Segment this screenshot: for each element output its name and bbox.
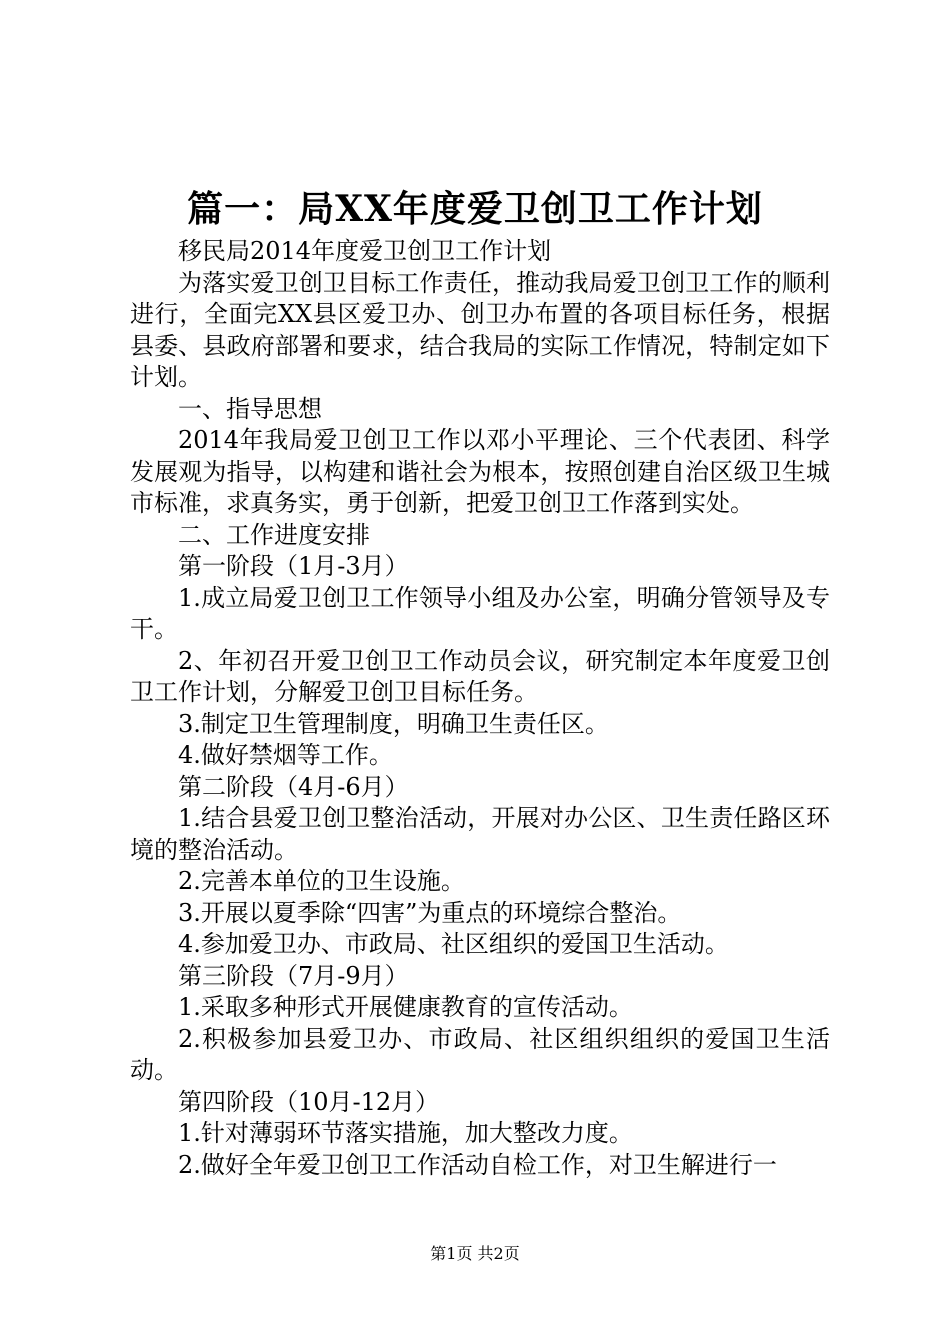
list-item: 2.完善本单位的卫生设施。	[178, 867, 465, 895]
section-heading: 二、工作进度安排	[178, 520, 370, 549]
list-item: 4.做好禁烟等工作。	[178, 741, 393, 769]
stage-heading: 第四阶段（10月-12月）	[178, 1087, 440, 1116]
list-item: 1.针对薄弱环节落实措施，加大整改力度。	[178, 1119, 633, 1147]
list-item: 1.结合县爱卫创卫整治活动，开展对办公区、卫生责任路区环境的整治活动。	[130, 804, 830, 864]
list-item: 4.参加爱卫办、市政局、社区组织的爱国卫生活动。	[178, 930, 729, 958]
list-item: 1.成立局爱卫创卫工作领导小组及办公室，明确分管领导及专干。	[130, 583, 830, 643]
paragraph: 移民局2014年度爱卫创卫工作计划	[178, 237, 552, 265]
list-item: 1.采取多种形式开展健康教育的宣传活动。	[178, 993, 633, 1021]
list-item: 3.开展以夏季除“四害”为重点的环境综合整治。	[178, 898, 682, 927]
section-heading: 一、指导思想	[178, 394, 322, 423]
list-item: 2.积极参加县爱卫办、市政局、社区组织组织的爱国卫生活动。	[130, 1024, 830, 1084]
stage-heading: 第三阶段（7月-9月）	[178, 961, 409, 990]
page-footer: 第1页 共2页	[430, 1244, 520, 1263]
paragraph: 为落实爱卫创卫目标工作责任，推动我局爱卫创卫工作的顺利进行，全面完XX县区爱卫办、创卫办布置的各项目标任务，根据县委、县政府部署和要求，结合我局的实际工作情况，特制定如下计划。	[130, 268, 830, 391]
list-item: 2、年初召开爱卫创卫工作动员会议，研究制定本年度爱卫创卫工作计划，分解爱卫创卫目标任务。	[130, 646, 830, 706]
list-item: 3.制定卫生管理制度，明确卫生责任区。	[178, 709, 609, 738]
document-body	[130, 236, 830, 1181]
stage-heading: 第二阶段（4月-6月）	[178, 772, 409, 801]
document-title: 篇一：局XX年度爱卫创卫工作计划	[187, 188, 763, 230]
stage-heading: 第一阶段（1月-3月）	[178, 552, 409, 580]
paragraph: 2014年我局爱卫创卫工作以邓小平理论、三个代表团、科学发展观为指导，以构建和谐社会为根本，按照创建自治区级卫生城市标准，求真务实，勇于创新，把爱卫创卫工作落到实处。	[130, 426, 830, 517]
list-item: 2.做好全年爱卫创卫工作活动自检工作，对卫生解进行一	[178, 1150, 777, 1179]
